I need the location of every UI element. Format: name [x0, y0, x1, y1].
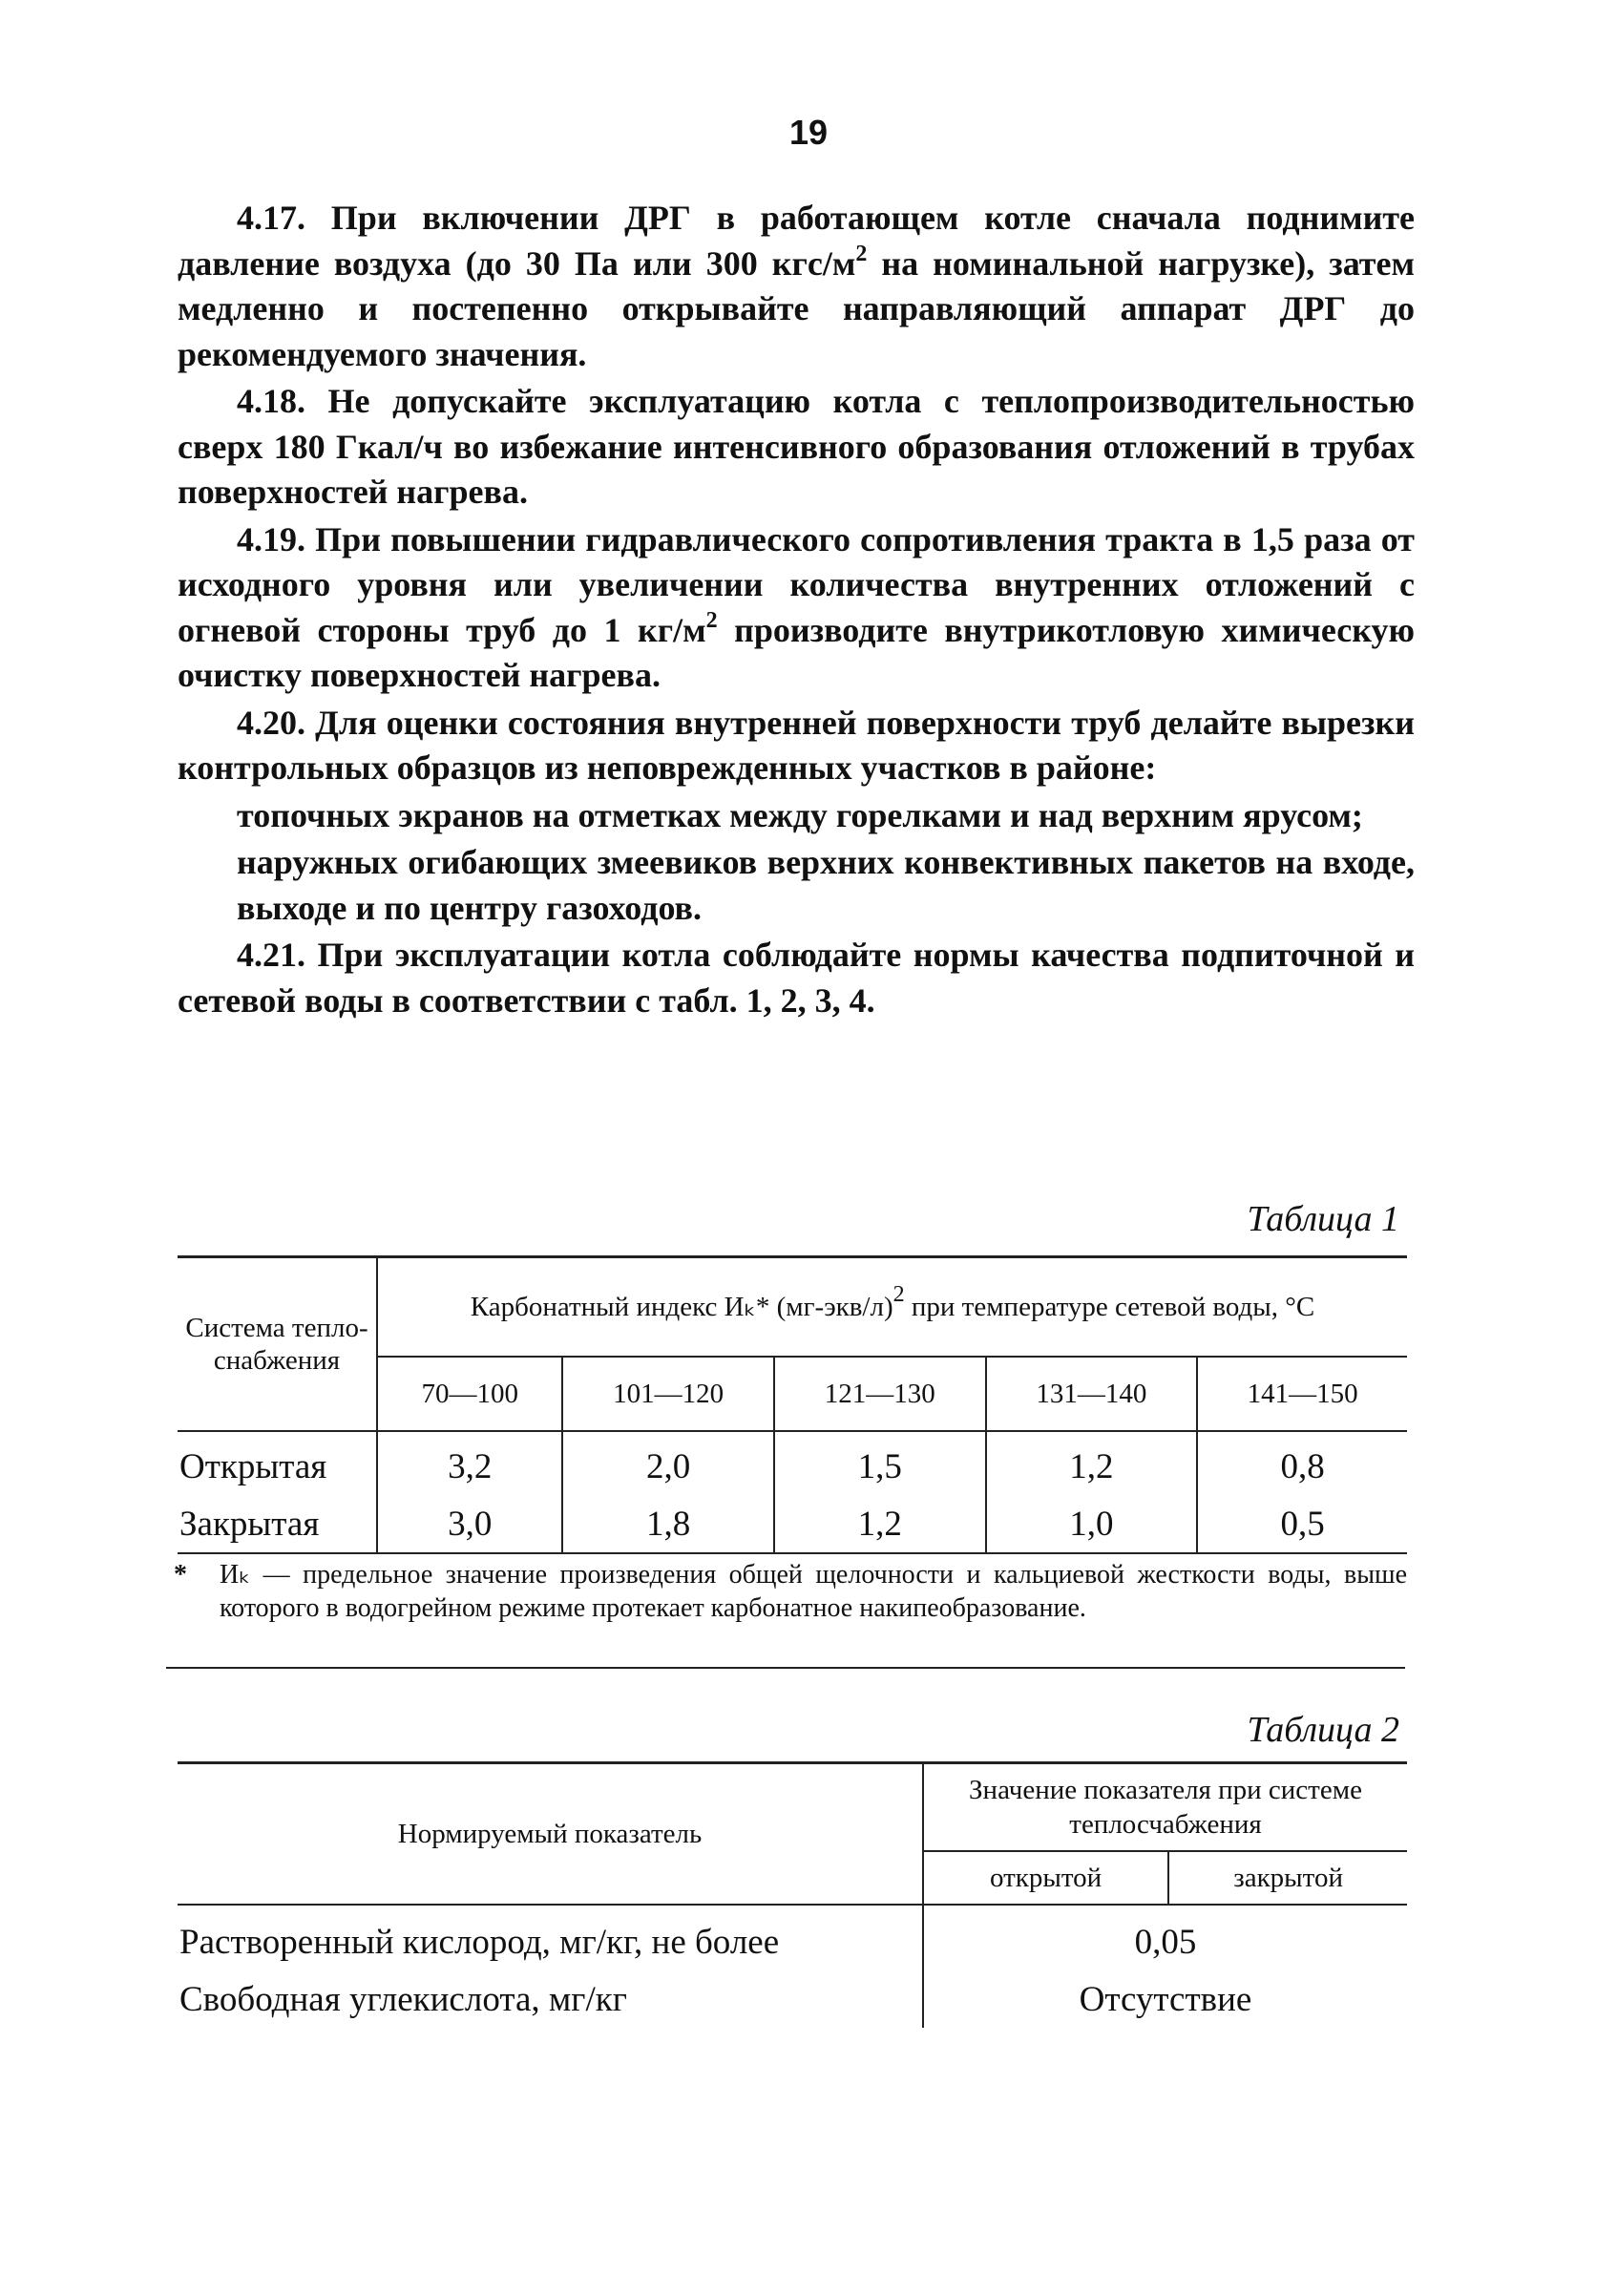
- paragraph-text: 4.17. При включении ДРГ в работающем котле сначала поднимите давление воздуха (до 30 Па или 300 кгс/м: [178, 199, 1415, 283]
- paragraph-4-21: 4.21. При эксплуатации котла соблюдайте нормы качества подпиточной и сетевой воды в соответствии с табл. 1, 2, 3, 4.: [178, 936, 1415, 1020]
- paragraph-4-18: [178, 379, 1415, 516]
- paragraph-text: 4.19. При повышении гидравлического сопротивления тракта в 1,5 раза от исходного уровня или увеличении количества внутренних отложений с огневой стороны труб до 1 кг/м: [178, 519, 1415, 649]
- page-number: 19: [788, 113, 829, 152]
- footnote-text: Иₖ — предельное значение произведения общей щелочности и кальциевой жесткости воды, выше которого в водогрейном режиме протекает карбонатное накипеобразование.: [220, 1560, 1407, 1623]
- paragraph-4-19: [178, 517, 1415, 699]
- table-row: [178, 1431, 1407, 1495]
- row-label: Закрытая: [178, 1495, 377, 1553]
- temperature-range: 141—150: [1197, 1357, 1407, 1431]
- table-cell: 3,0: [377, 1495, 562, 1553]
- table-cell: 1,2: [986, 1431, 1198, 1495]
- table-cell: 0,5: [1280, 1504, 1325, 1544]
- paragraph-4-17: [178, 196, 1415, 377]
- list-item: топочных экранов на отметках между горелками и над верхним ярусом;: [237, 795, 1363, 834]
- header-text: при температуре сетевой воды, °С: [904, 1292, 1315, 1323]
- indicator-value: 0,05: [1134, 1922, 1197, 1962]
- body-text: [178, 196, 1415, 1025]
- temperature-range: 101—120: [562, 1357, 774, 1431]
- row-label: Открытая: [178, 1431, 377, 1495]
- paragraph-text: на номинальной нагрузке), затем медленно и постепенно открывайте направляющий аппарат ДРГ до рекомендуемого значения.: [178, 243, 1415, 373]
- paragraph-text: 4.20. Для оценки состояния внутренней поверхности труб делайте вырезки контрольных образцов из неповрежденных участков в районе:: [178, 703, 1415, 787]
- closed-system-header: закрытой: [1168, 1851, 1407, 1905]
- table2-caption: Таблица 2: [1247, 1710, 1399, 1750]
- indicator-header: Нормируемый показатель: [178, 1763, 923, 1906]
- table1-caption: Таблица 1: [1247, 1199, 1399, 1239]
- table-cell: 1,0: [986, 1495, 1198, 1553]
- superscript: 2: [892, 1282, 905, 1308]
- table-row: [178, 1495, 1407, 1553]
- table-cell: 3,2: [377, 1431, 562, 1495]
- table1: [178, 1255, 1407, 1554]
- temperature-range: 131—140: [986, 1357, 1198, 1431]
- footnote-divider: [166, 1667, 1405, 1669]
- carbonate-index-header: [377, 1257, 1407, 1358]
- table-cell: 1,8: [562, 1495, 774, 1553]
- temperature-range: 70—100: [377, 1357, 562, 1431]
- table-cell: 1,2: [774, 1495, 986, 1553]
- indicator-name: Растворенный кислород, мг/кг, не более: [178, 1905, 923, 1970]
- footnote-marker: *: [174, 1560, 187, 1590]
- paragraph-text: 4.18. Не допускайте эксплуатацию котла с теплопроизводительностью сверх 180 Гкал/ч во избежание интенсивного образования отложений в трубах поверхностей нагрева.: [178, 382, 1415, 511]
- table-cell: 1,5: [774, 1431, 986, 1495]
- superscript: 2: [855, 241, 868, 266]
- table-row: [178, 1970, 1407, 2028]
- table-row: [178, 1905, 1407, 1970]
- table2: [178, 1761, 1407, 2028]
- table-cell: 2,0: [562, 1431, 774, 1495]
- open-system-header: открытой: [923, 1851, 1168, 1905]
- list-item: наружных огибающих змеевиков верхних конвективных пакетов на входе, выходе и по центру газоходов.: [237, 843, 1415, 927]
- temperature-range: 121—130: [774, 1357, 986, 1431]
- table-cell: 0,8: [1280, 1446, 1325, 1486]
- table1-footnote: [174, 1558, 1407, 1625]
- header-text: Карбонатный индекс Иₖ* (мг-экв/л): [470, 1292, 893, 1323]
- value-header: Значение показателя при системе теплосчабжения: [923, 1763, 1407, 1852]
- superscript: 2: [705, 607, 718, 633]
- paragraph-text: производите внутрикотловую химическую очистку поверхностей нагрева.: [178, 610, 1415, 694]
- indicator-value: Отсутствие: [1079, 1979, 1252, 2019]
- indicator-name: Свободная углекислота, мг/кг: [178, 1970, 923, 2028]
- system-header: Система тепло-снабжения: [178, 1257, 377, 1432]
- paragraph-4-20: [178, 701, 1415, 791]
